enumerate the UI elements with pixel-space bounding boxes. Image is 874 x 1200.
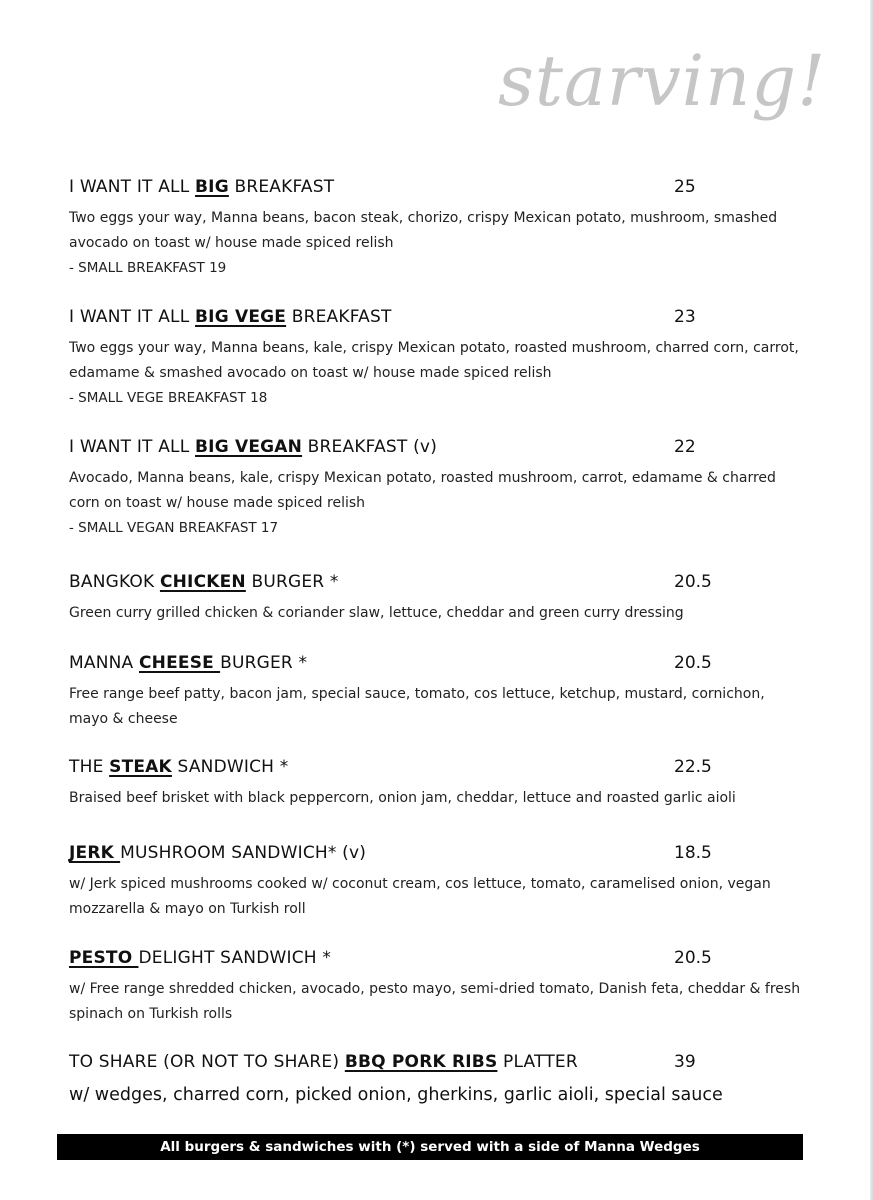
item-name: I WANT IT ALL BIG VEGE BREAKFAST xyxy=(69,307,392,327)
item-name: I WANT IT ALL BIG VEGAN BREAKFAST (v) xyxy=(69,437,438,457)
item-description: Free range beef patty, bacon jam, special sauce, tomato, cos lettuce, ketchup, mustard, cornichon, mayo & cheese xyxy=(69,686,765,727)
item-description: Avocado, Manna beans, kale, crispy Mexican potato, roasted mushroom, carrot, edamame & charred corn on toast w/ house made spiced relish xyxy=(69,470,776,511)
item-small-option: - SMALL VEGE BREAKFAST 18 xyxy=(69,390,268,406)
item-name: THE STEAK SANDWICH * xyxy=(69,757,289,777)
item-price: 20.5 xyxy=(674,572,712,592)
item-small-option: - SMALL BREAKFAST 19 xyxy=(69,260,227,276)
footer-note-bar xyxy=(57,1134,803,1160)
item-description: w/ Jerk spiced mushrooms cooked w/ coconut cream, cos lettuce, tomato, caramelised onion, vegan mozzarella & mayo on Turkish roll xyxy=(69,876,771,917)
item-name: JERK MUSHROOM SANDWICH* (v) xyxy=(69,843,367,863)
item-name: PESTO DELIGHT SANDWICH * xyxy=(69,948,332,968)
item-description: Green curry grilled chicken & coriander slaw, lettuce, cheddar and green curry dressing xyxy=(69,605,684,621)
menu-item-jerk-mushroom-sandwich xyxy=(69,843,804,922)
item-price: 18.5 xyxy=(674,843,712,863)
item-description: w/ Free range shredded chicken, avocado, pesto mayo, semi-dried tomato, Danish feta, cheddar & fresh spinach on Turkish rolls xyxy=(69,981,801,1022)
menu-item-bbq-pork-ribs-platter xyxy=(69,1052,804,1110)
menu-item-big-breakfast xyxy=(69,177,804,281)
item-description: Two eggs your way, Manna beans, bacon steak, chorizo, crispy Mexican potato, mushroom, smashed avocado on toast w/ house made spiced relish xyxy=(69,210,778,251)
menu-item-cheese-burger xyxy=(69,653,804,732)
page-edge xyxy=(870,0,874,1200)
item-description: Braised beef brisket with black peppercorn, onion jam, cheddar, lettuce and roasted garlic aioli xyxy=(69,790,736,806)
item-price: 22.5 xyxy=(674,757,712,777)
menu-item-pesto-delight-sandwich xyxy=(69,948,804,1027)
item-name: TO SHARE (OR NOT TO SHARE) BBQ PORK RIBS PLATTER xyxy=(69,1052,578,1072)
item-description: w/ wedges, charred corn, picked onion, gherkins, garlic aioli, special sauce xyxy=(69,1085,723,1105)
item-description: Two eggs your way, Manna beans, kale, crispy Mexican potato, roasted mushroom, charred corn, carrot, edamame & smashed avocado on toast w/ house made spiced relish xyxy=(69,340,799,381)
menu-item-big-vege-breakfast xyxy=(69,307,804,411)
item-name: BANGKOK CHICKEN BURGER * xyxy=(69,572,339,592)
page-heading-script: starving! xyxy=(498,40,827,122)
menu-item-steak-sandwich xyxy=(69,757,804,811)
footer-note: All burgers & sandwiches with (*) served with a side of Manna Wedges xyxy=(160,1139,700,1155)
item-small-option: - SMALL VEGAN BREAKFAST 17 xyxy=(69,520,279,536)
item-price: 23 xyxy=(674,307,696,327)
menu-item-big-vegan-breakfast xyxy=(69,437,804,541)
item-name: I WANT IT ALL BIG BREAKFAST xyxy=(69,177,335,197)
item-price: 22 xyxy=(674,437,696,457)
menu-item-chicken-burger xyxy=(69,572,804,626)
item-price: 39 xyxy=(674,1052,696,1072)
item-price: 25 xyxy=(674,177,696,197)
item-name: MANNA CHEESE BURGER * xyxy=(69,653,308,673)
item-price: 20.5 xyxy=(674,948,712,968)
item-price: 20.5 xyxy=(674,653,712,673)
